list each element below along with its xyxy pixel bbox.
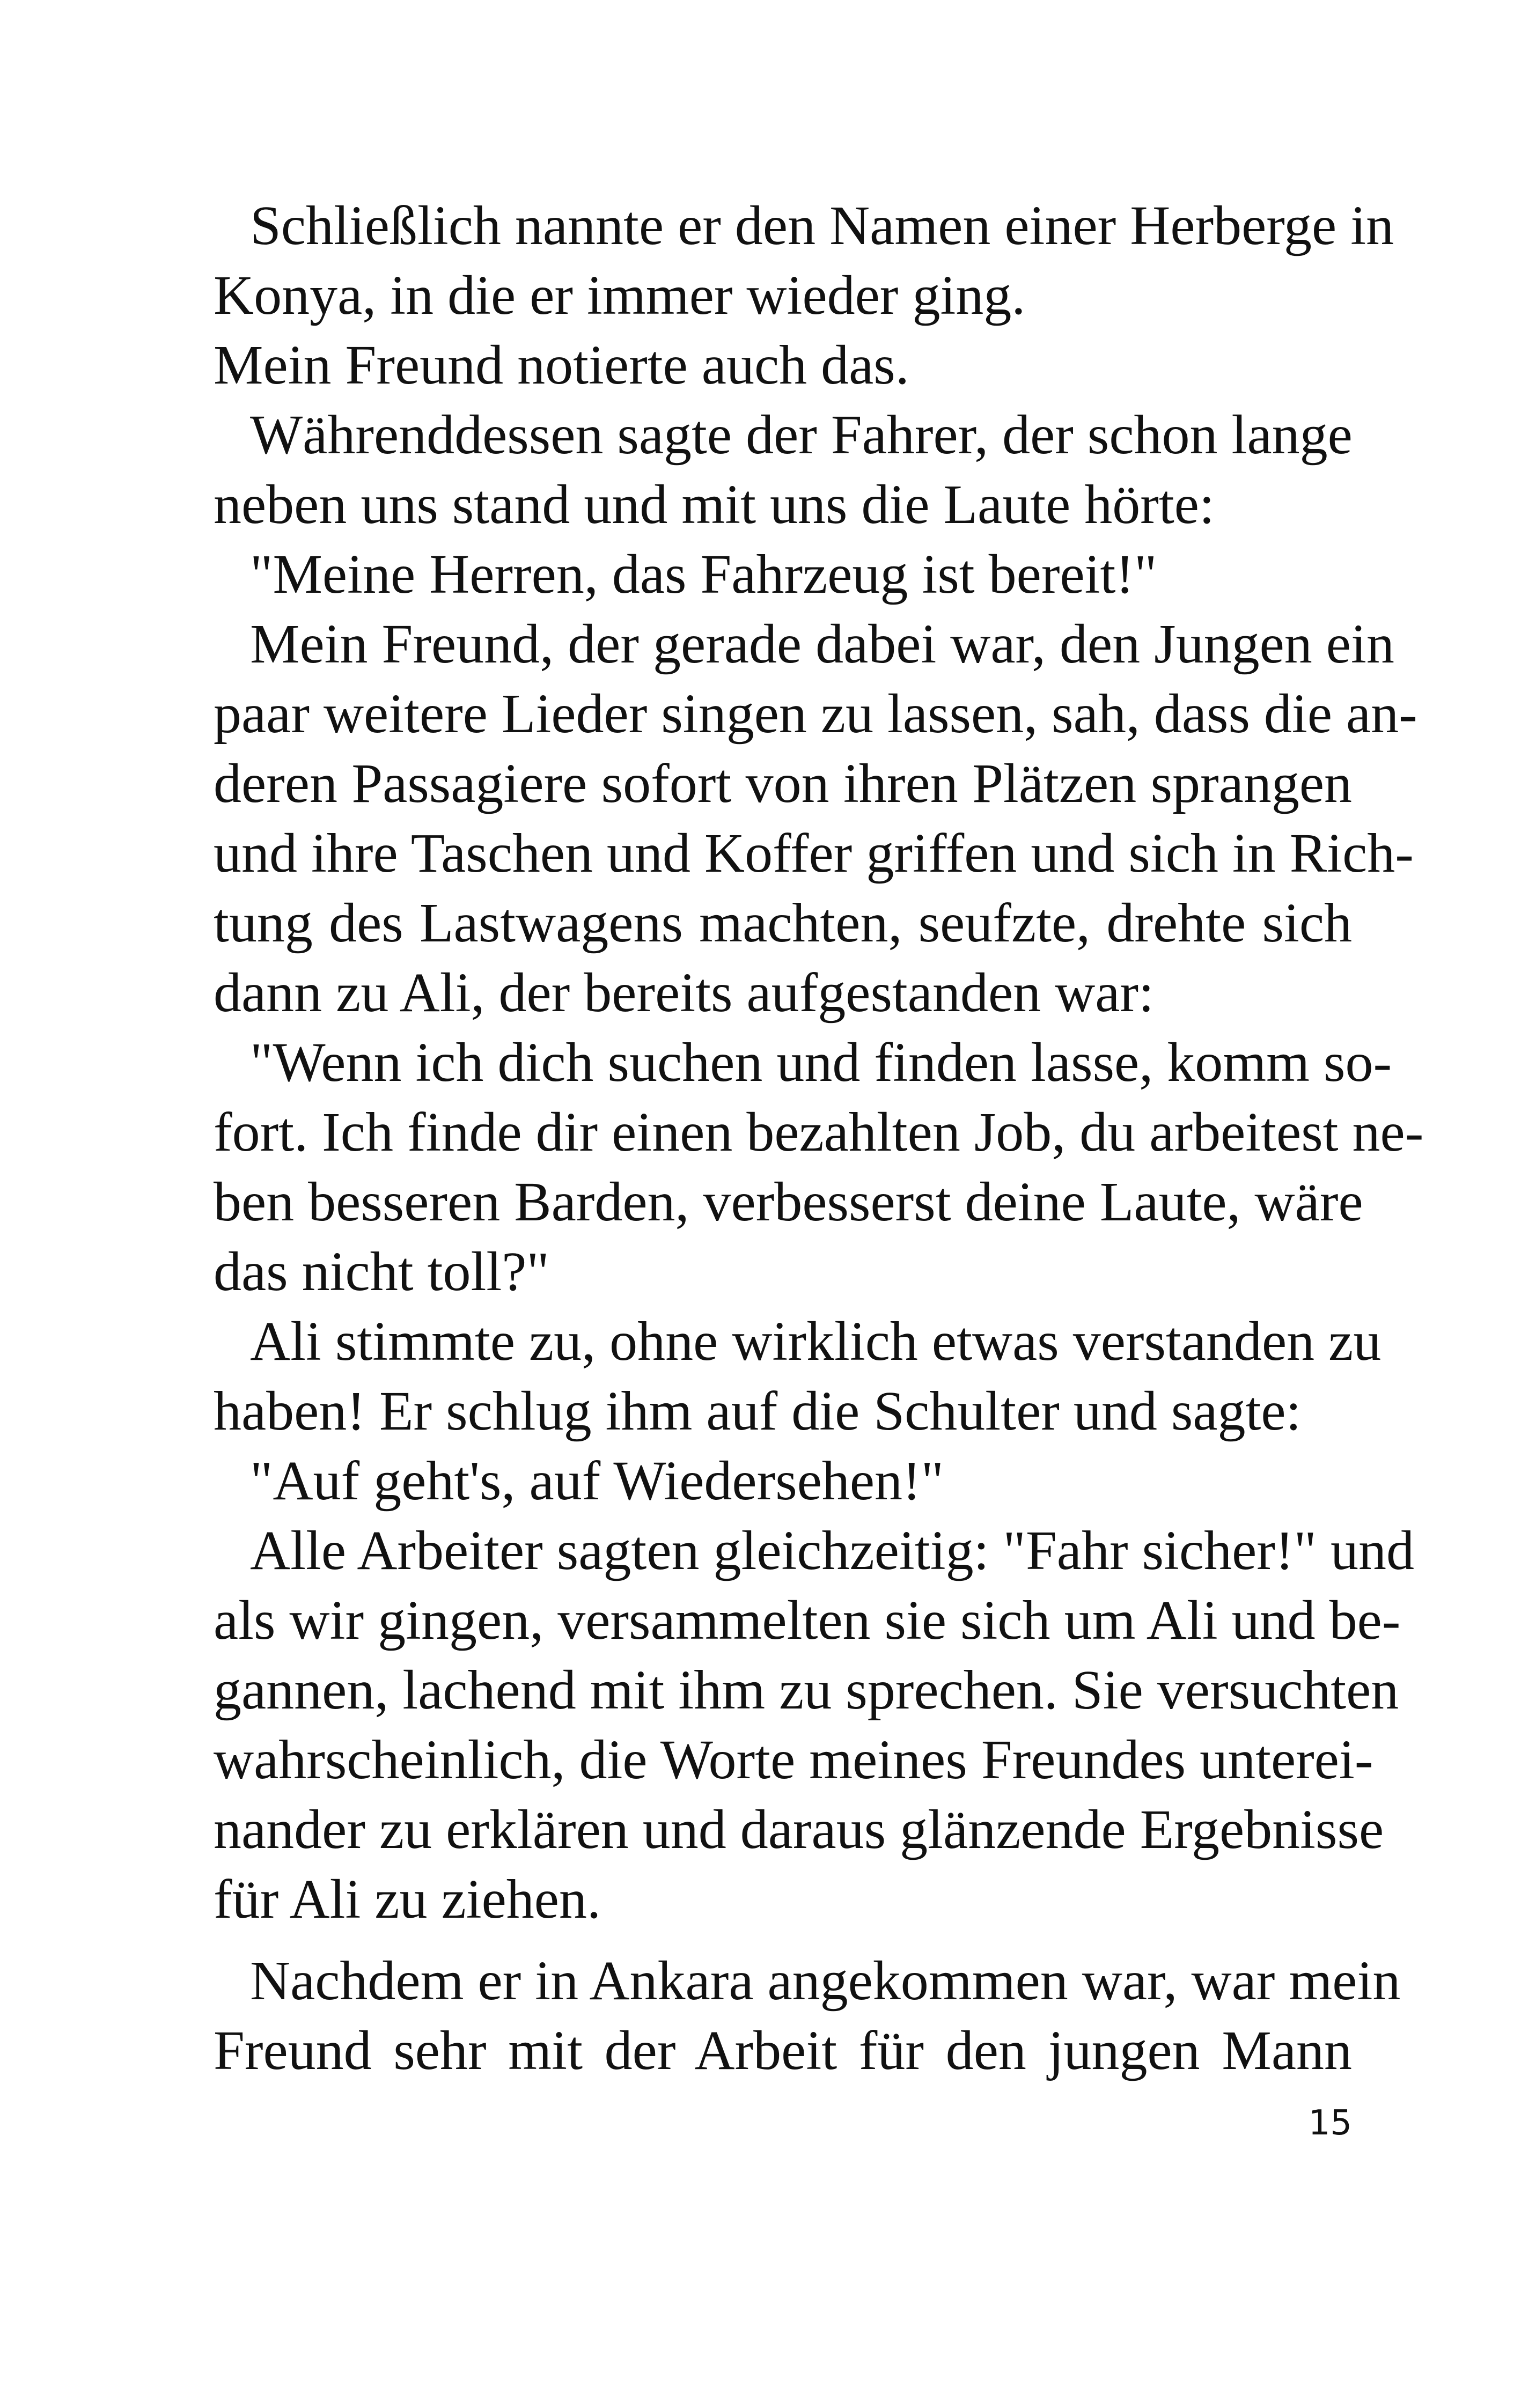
text-line: Nachdem er in Ankara angekommen war, war mein (250, 1950, 1401, 2012)
text-line: paar weitere Lieder singen zu lassen, sah, dass die an- (214, 683, 1417, 745)
text-line: nander zu erklären und daraus glänzende Ergebnisse (214, 1799, 1384, 1860)
text-line: das nicht toll?" (214, 1241, 549, 1302)
text-line: Freund sehr mit der Arbeit für den jungen Mann (214, 2020, 1352, 2081)
text-line: ben besseren Barden, verbesserst deine Laute, wäre (214, 1171, 1363, 1233)
text-line: Mein Freund notierte auch das. (214, 334, 909, 396)
text-line: wahrscheinlich, die Worte meines Freundes unterei- (214, 1729, 1373, 1791)
text-line: Währenddessen sagte der Fahrer, der schon lange (250, 404, 1353, 466)
text-line: "Wenn ich dich suchen und finden lasse, komm so- (250, 1032, 1392, 1093)
text-line: für Ali zu ziehen. (214, 1868, 601, 1930)
text-line: tung des Lastwagens machten, seufzte, drehte sich (214, 892, 1352, 954)
text-line: "Meine Herren, das Fahrzeug ist bereit!" (250, 543, 1157, 605)
text-line: fort. Ich finde dir einen bezahlten Job, du arbeitest ne- (214, 1101, 1424, 1163)
text-line: neben uns stand und mit uns die Laute hörte: (214, 474, 1215, 535)
text-line: deren Passagiere sofort von ihren Plätzen sprangen (214, 753, 1352, 814)
text-line: Mein Freund, der gerade dabei war, den Jungen ein (250, 613, 1394, 675)
text-line: dann zu Ali, der bereits aufgestanden war: (214, 962, 1154, 1023)
text-line: Ali stimmte zu, ohne wirklich etwas verstanden zu (250, 1310, 1382, 1372)
text-line: Schließlich nannte er den Namen einer Herberge in (250, 195, 1394, 256)
text-line: haben! Er schlug ihm auf die Schulter und sagte: (214, 1380, 1302, 1442)
text-line: Konya, in die er immer wieder ging. (214, 264, 1026, 326)
text-line: als wir gingen, versammelten sie sich um Ali und be- (214, 1589, 1401, 1651)
text-line: Alle Arbeiter sagten gleichzeitig: "Fahr sicher!" und (250, 1520, 1414, 1581)
text-line: und ihre Taschen und Koffer griffen und sich in Rich- (214, 822, 1414, 884)
text-line: "Auf geht's, auf Wiedersehen!" (250, 1450, 944, 1512)
text-line: gannen, lachend mit ihm zu sprechen. Sie versuchten (214, 1659, 1399, 1721)
page-number: 15 (1308, 2103, 1352, 2143)
body-text (214, 191, 1424, 2086)
